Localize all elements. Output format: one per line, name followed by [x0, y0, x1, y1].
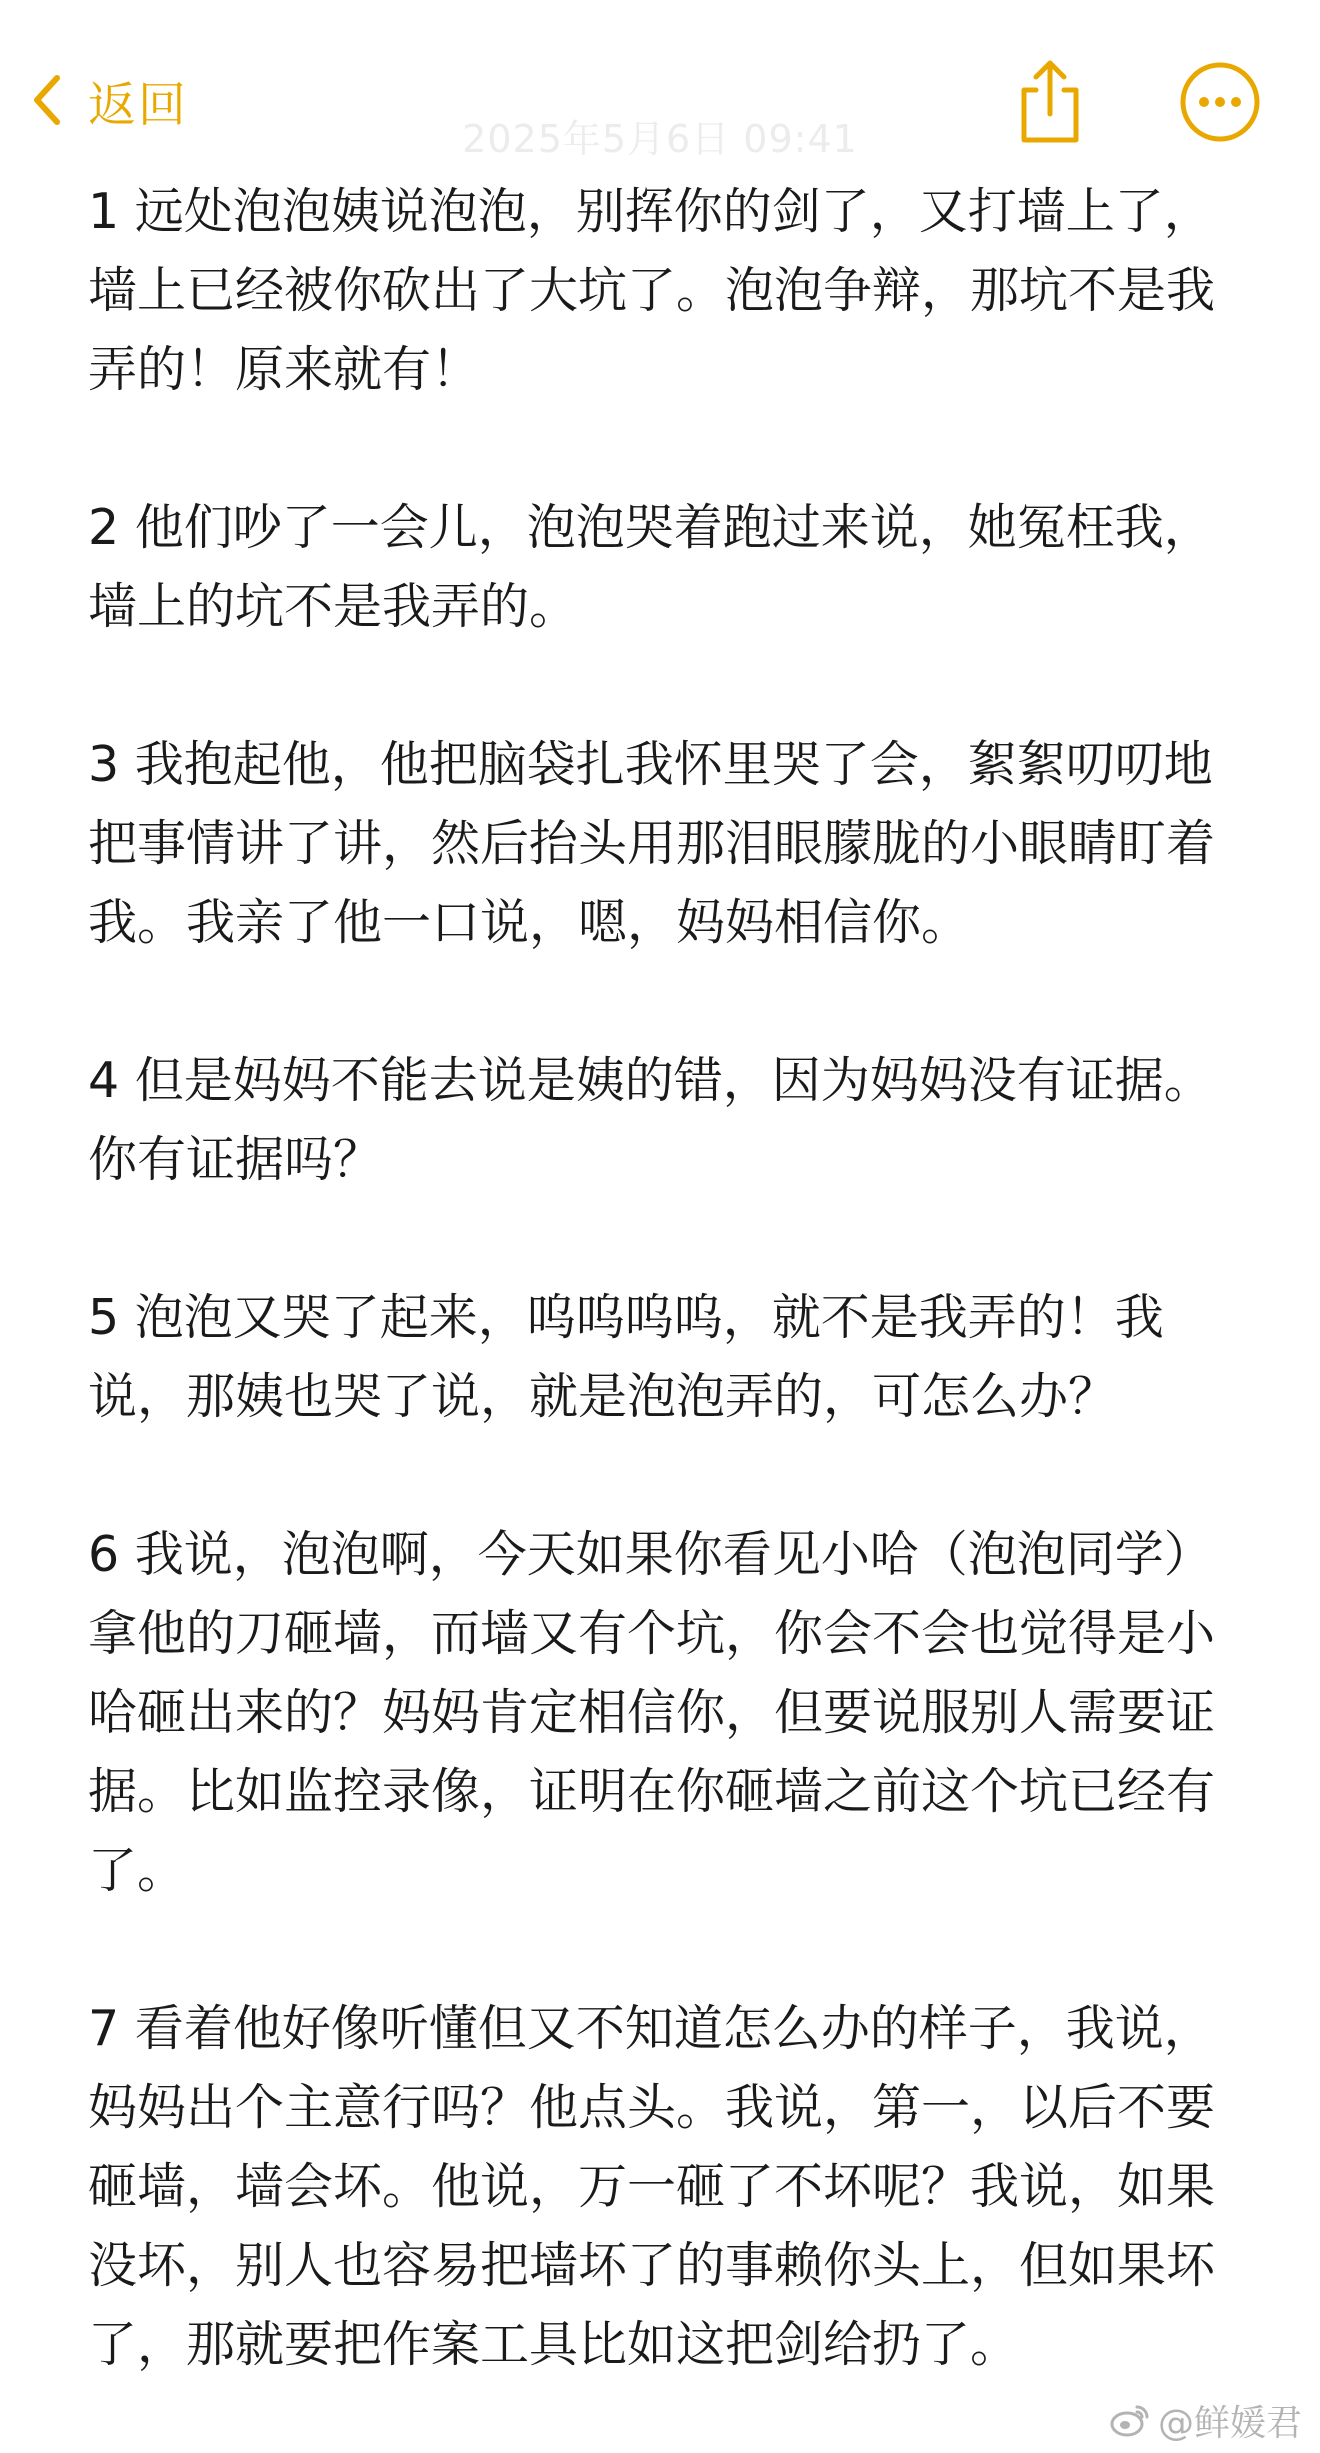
note-paragraph-6: 6 我说，泡泡啊，今天如果你看见小哈（泡泡同学）拿他的刀砸墙，而墙又有个坑，你会不会也觉得是小哈砸出来的？妈妈肯定相信你，但要说服别人需要证据。比如监控录像，证明在你砸墙之前这个坑已经有了。 [88, 1526, 1216, 1899]
back-label: 返回 [88, 76, 189, 133]
note-paragraph-2: 2 他们吵了一会儿，泡泡哭着跑过来说，她冤枉我，墙上的坑不是我弄的。 [88, 499, 1213, 635]
note-body[interactable] [88, 172, 1238, 2453]
weibo-icon [1110, 2403, 1150, 2437]
note-paragraph-1: 1 远处泡泡姨说泡泡，别挥你的剑了，又打墙上了，墙上已经被你砍出了大坑了。泡泡争辩，那坑不是我弄的！原来就有！ [88, 183, 1216, 398]
note-paragraph-4: 4 但是妈妈不能去说是姨的错，因为妈妈没有证据。你有证据吗？ [88, 1052, 1213, 1188]
note-paragraph-5: 5 泡泡又哭了起来，呜呜呜呜，就不是我弄的！我说，那姨也哭了说，就是泡泡弄的，可怎么办？ [88, 1289, 1164, 1425]
watermark [1110, 2397, 1302, 2443]
note-date: 2025年5月6日 09:41 [462, 117, 858, 161]
watermark-text: @鲜媛君 [1157, 2402, 1302, 2444]
navigation-bar [0, 0, 1320, 180]
note-paragraph-3: 3 我抱起他，他把脑袋扎我怀里哭了会，絮絮叨叨地把事情讲了讲，然后抬头用那泪眼朦胧的小眼睛盯着我。我亲了他一口说，嗯，妈妈相信你。 [88, 736, 1216, 951]
note-paragraph-7: 7 看着他好像听懂但又不知道怎么办的样子，我说，妈妈出个主意行吗？他点头。我说，第一，以后不要砸墙，墙会坏。他说，万一砸了不坏呢？我说，如果没坏，别人也容易把墙坏了的事赖你头上，但如果坏了，那就要把作案工具比如这把剑给扔了。 [88, 2000, 1216, 2373]
